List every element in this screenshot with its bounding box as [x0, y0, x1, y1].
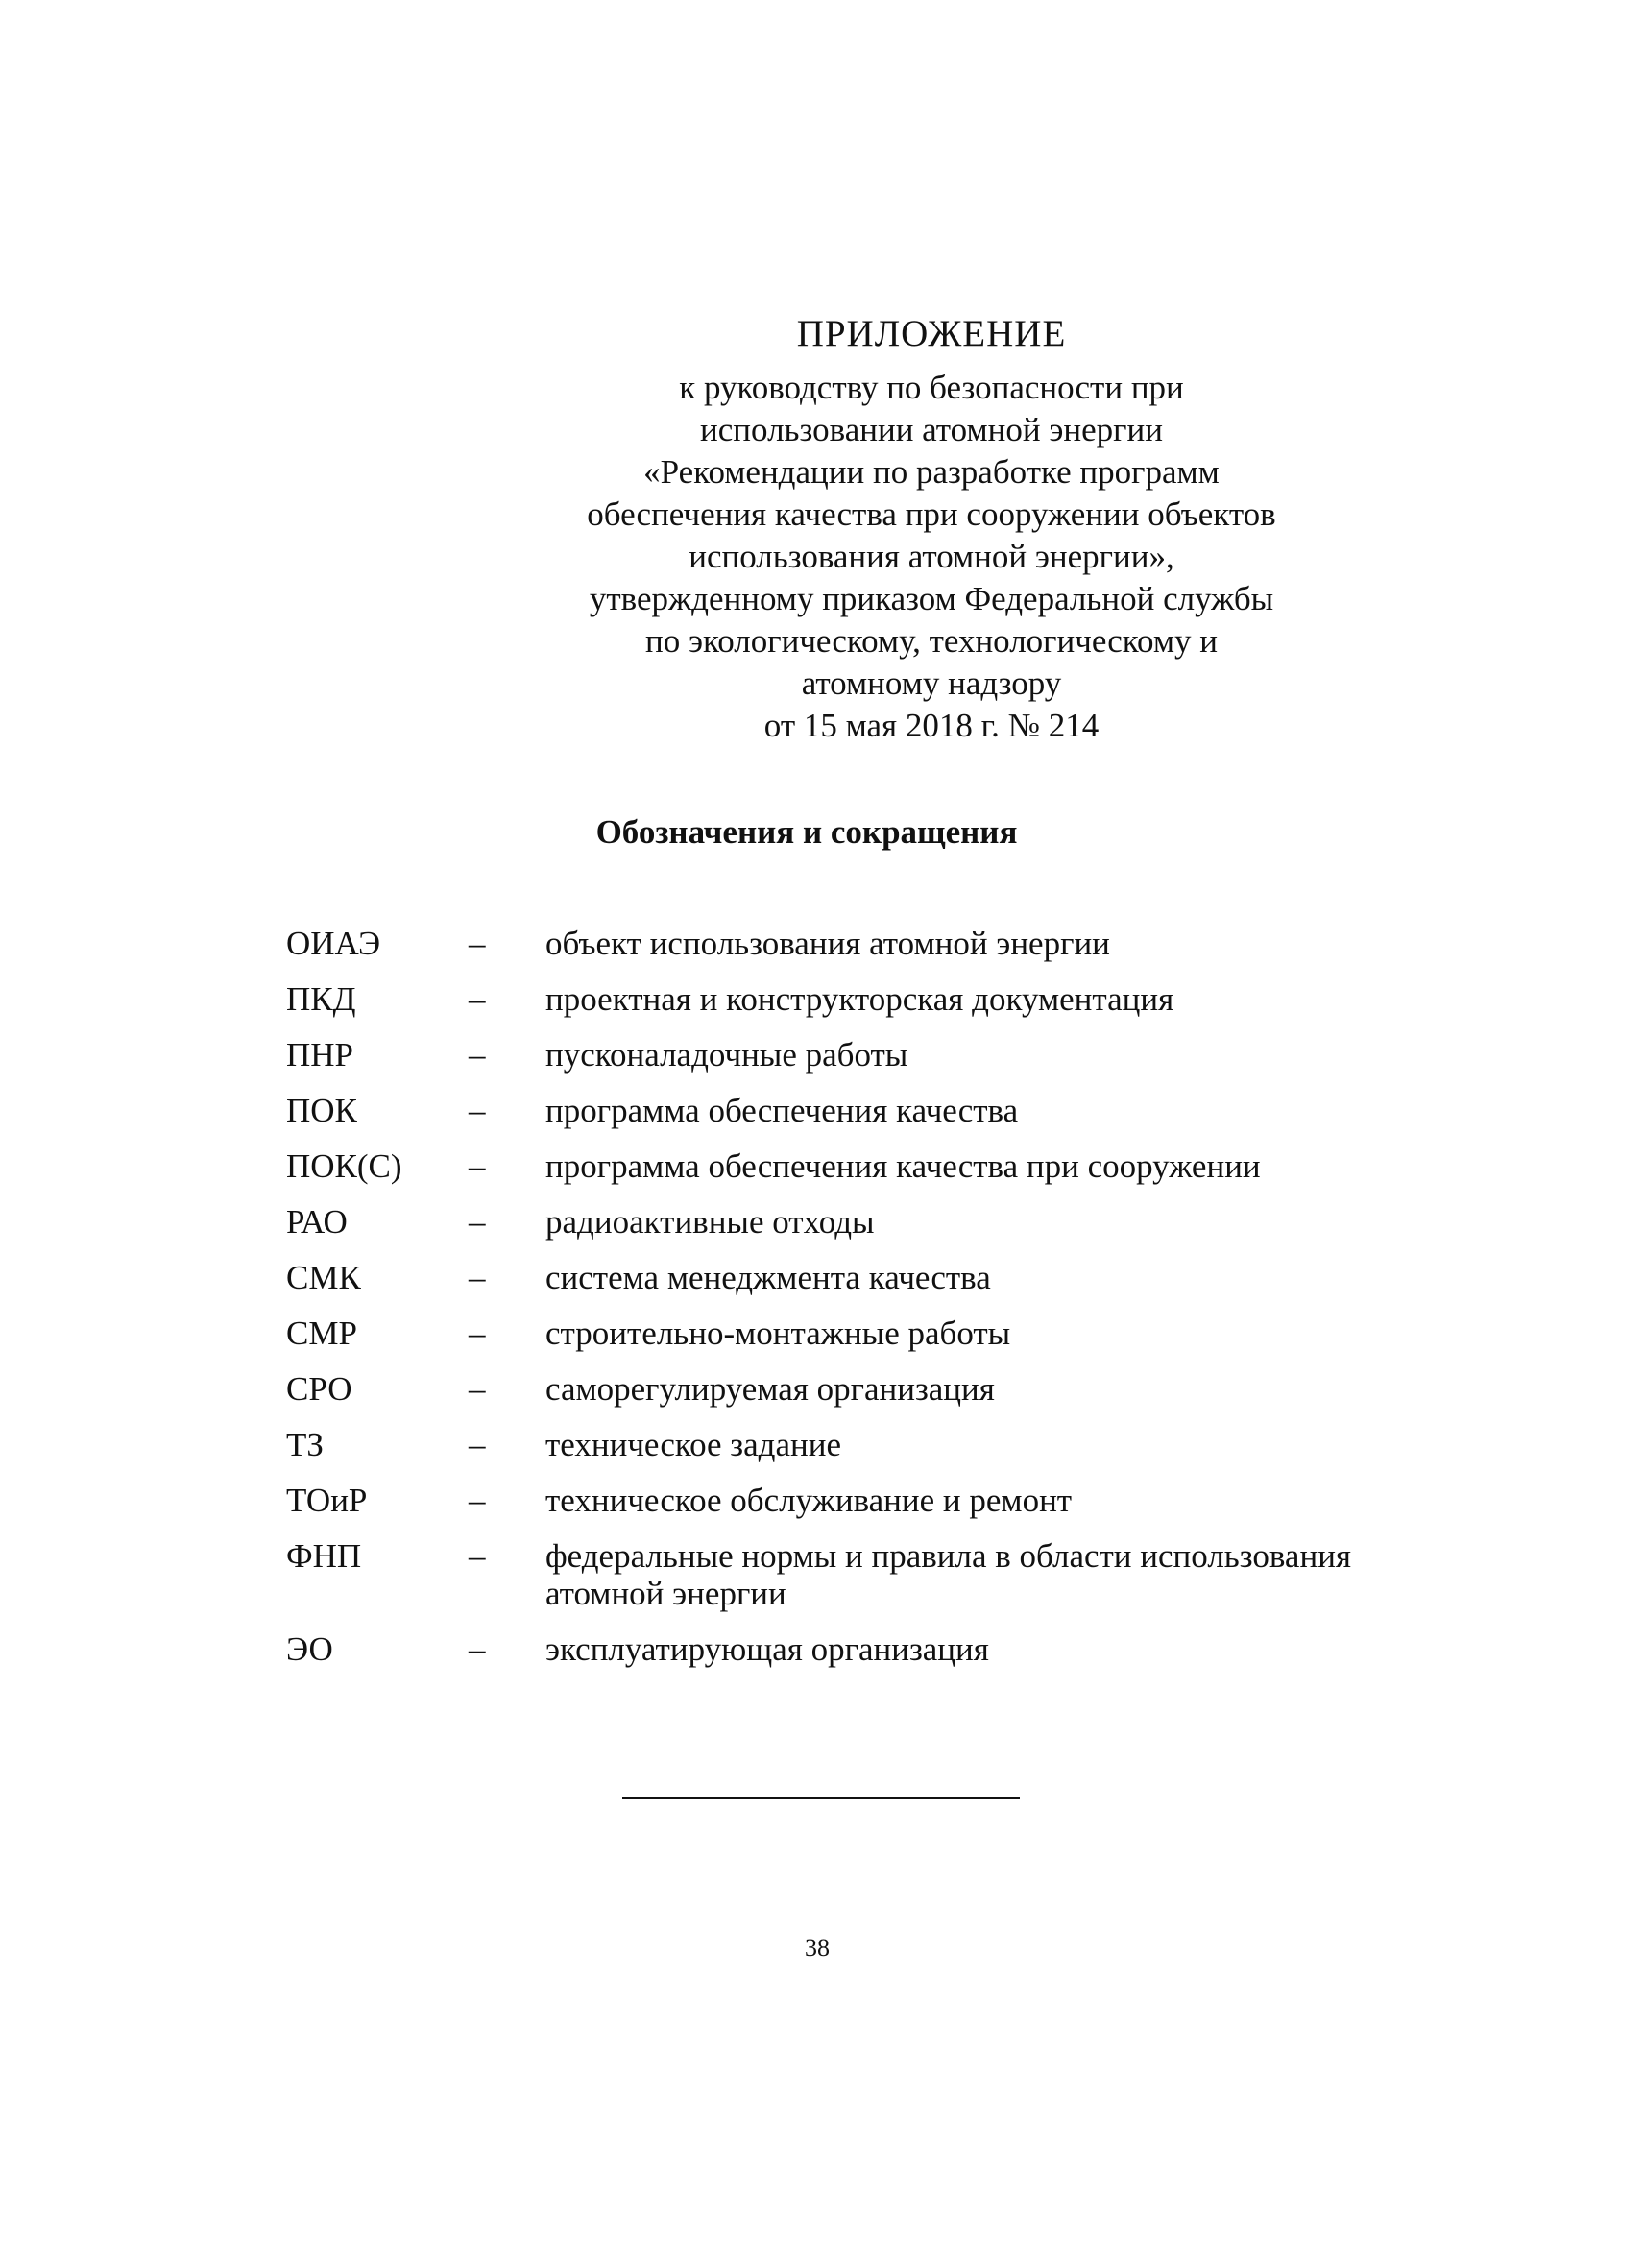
abbreviation-definition: техническое задание: [545, 1426, 842, 1463]
abbreviation-dash: –: [469, 1370, 486, 1408]
abbreviation-term: РАО: [286, 1203, 348, 1241]
abbreviation-definition: строительно-монтажные работы: [545, 1315, 1011, 1352]
abbreviation-row: [286, 1482, 1438, 1519]
appendix-line: по экологическому, технологическому и: [645, 622, 1218, 660]
abbreviation-term: ПОК: [286, 1092, 357, 1129]
abbreviation-dash: –: [469, 1203, 486, 1241]
abbreviation-definition: проектная и конструкторская документация: [545, 980, 1174, 1018]
abbreviation-dash: –: [469, 1147, 486, 1185]
appendix-title: ПРИЛОЖЕНИЕ: [796, 313, 1067, 354]
abbreviation-term: ПКД: [286, 980, 356, 1018]
appendix-line: обеспечения качества при сооружении объектов: [587, 495, 1276, 533]
abbreviation-dash: –: [469, 1537, 486, 1575]
abbreviation-dash: –: [469, 925, 486, 962]
appendix-line: использования атомной энергии»,: [689, 538, 1174, 575]
abbreviation-row: [286, 1630, 1438, 1668]
page-number: 38: [805, 1934, 830, 1962]
appendix-line: утвержденному приказом Федеральной службы: [589, 580, 1274, 617]
section-heading: Обозначения и сокращения: [595, 813, 1018, 851]
abbreviation-term: ЭО: [286, 1630, 333, 1668]
abbreviation-term: ОИАЭ: [286, 925, 381, 962]
abbreviation-row: [286, 1537, 1438, 1612]
abbreviation-row: [286, 1203, 1438, 1241]
abbreviation-row: [286, 1092, 1438, 1129]
abbreviation-dash: –: [469, 1036, 486, 1074]
abbreviation-row: [286, 1036, 1438, 1074]
appendix-header: [538, 305, 1325, 747]
abbreviation-row: [286, 925, 1438, 962]
abbreviation-row: [286, 1315, 1438, 1352]
abbreviation-dash: –: [469, 1092, 486, 1129]
abbreviation-definition: объект использования атомной энергии: [545, 925, 1110, 962]
abbreviation-dash: –: [469, 1259, 486, 1296]
abbreviation-definition: система менеджмента качества: [545, 1259, 991, 1296]
appendix-line: атомному надзору: [801, 664, 1062, 702]
abbreviation-row: [286, 1426, 1438, 1463]
abbreviation-definition: программа обеспечения качества при сооружении: [545, 1147, 1261, 1185]
abbreviation-dash: –: [469, 1630, 486, 1668]
abbreviation-term: СМК: [286, 1259, 361, 1296]
abbreviation-dash: –: [469, 1426, 486, 1463]
abbreviation-definition: саморегулируемая организация: [545, 1370, 995, 1408]
abbreviation-term: СРО: [286, 1370, 352, 1408]
abbreviation-definition: радиоактивные отходы: [545, 1203, 875, 1241]
abbreviation-definition: эксплуатирующая организация: [545, 1630, 989, 1668]
abbreviation-list: [286, 925, 1438, 1686]
abbreviation-definition: программа обеспечения качества: [545, 1092, 1019, 1129]
abbreviation-row: [286, 1147, 1438, 1185]
abbreviation-dash: –: [469, 1315, 486, 1352]
abbreviation-term: ПНР: [286, 1036, 354, 1074]
abbreviation-dash: –: [469, 980, 486, 1018]
abbreviation-row: [286, 1259, 1438, 1296]
abbreviation-definition: федеральные нормы и правила в области использования атомной энергии: [545, 1537, 1352, 1612]
appendix-line: использовании атомной энергии: [700, 411, 1163, 448]
abbreviation-row: [286, 980, 1438, 1018]
appendix-line: «Рекомендации по разработке программ: [643, 453, 1220, 491]
abbreviation-term: ТОиР: [286, 1482, 368, 1519]
abbreviation-term: ТЗ: [286, 1426, 324, 1463]
abbreviation-definition: техническое обслуживание и ремонт: [545, 1482, 1073, 1519]
abbreviation-term: ФНП: [286, 1537, 362, 1575]
abbreviation-term: СМР: [286, 1315, 357, 1352]
abbreviation-term: ПОК(С): [286, 1147, 402, 1185]
appendix-line: к руководству по безопасности при: [679, 369, 1184, 406]
abbreviation-dash: –: [469, 1482, 486, 1519]
appendix-line: от 15 мая 2018 г. № 214: [763, 707, 1100, 744]
abbreviation-row: [286, 1370, 1438, 1408]
abbreviation-definition: пусконаладочные работы: [545, 1036, 908, 1074]
closing-rule: [622, 1797, 1020, 1799]
